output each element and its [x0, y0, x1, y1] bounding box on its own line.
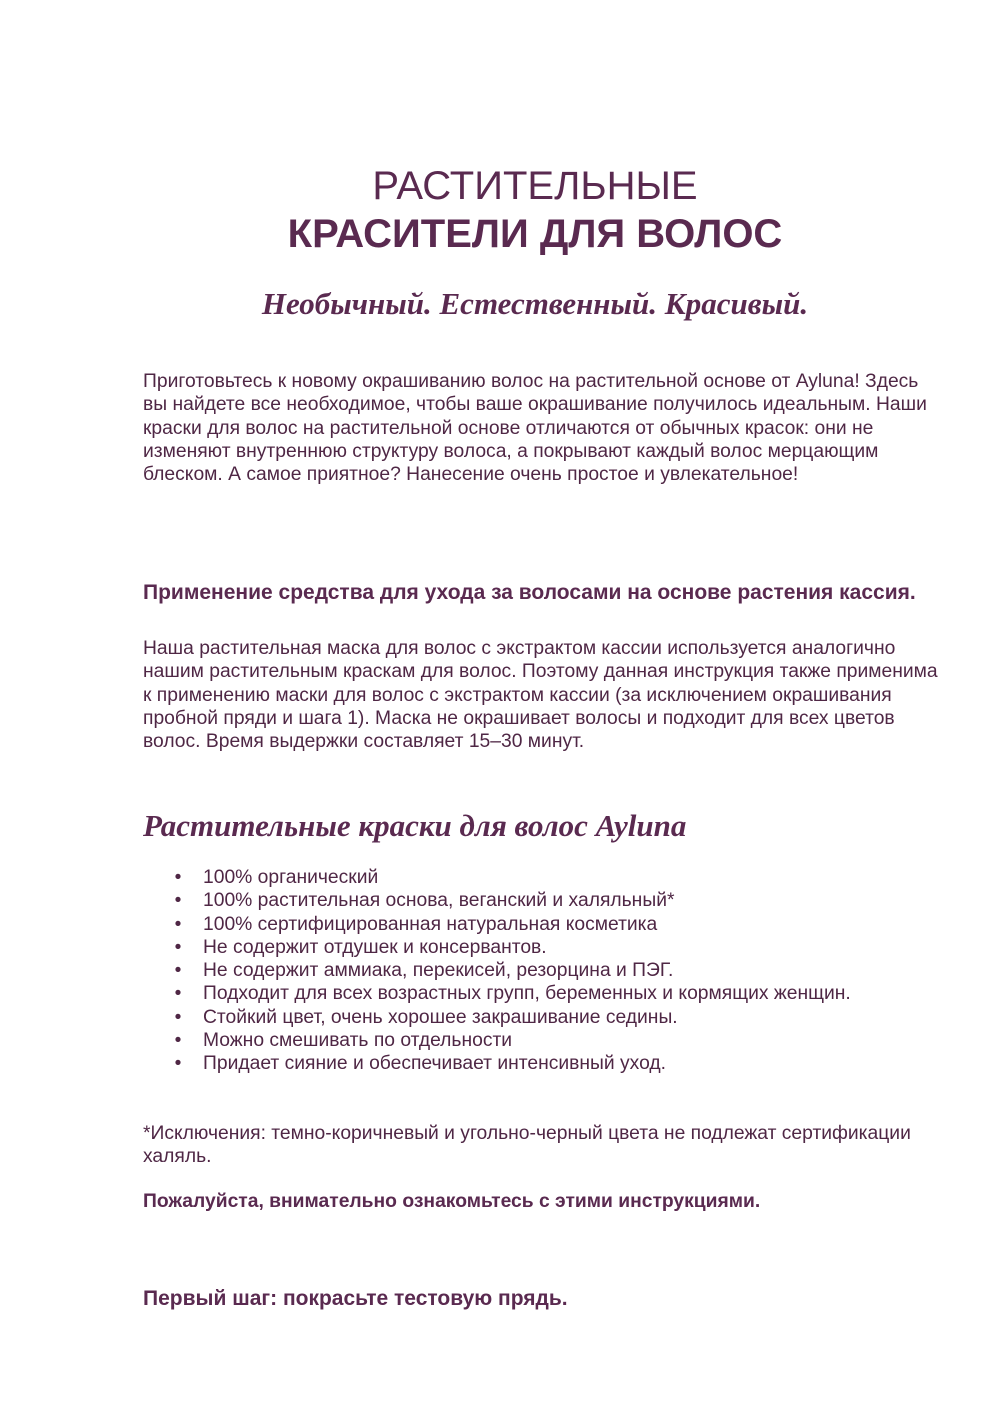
bullet-icon: • [174, 1006, 182, 1028]
list-item-text: Стойкий цвет, очень хорошее закрашивание седины. [203, 1006, 678, 1028]
title-line-1: РАСТИТЕЛЬНЫЕ [372, 164, 698, 208]
list-item [143, 889, 943, 912]
please-read-note: Пожалуйста, внимательно ознакомьтесь с этими инструкциями. [143, 1191, 761, 1212]
application-heading: Применение средства для ухода за волосами на основе растения кассия. [143, 581, 916, 604]
bullet-icon: • [174, 960, 182, 982]
bullet-icon: • [174, 1030, 182, 1052]
bullet-icon: • [174, 890, 182, 912]
footnote: *Исключения: темно-коричневый и угольно-черный цвета не подлежат сертификации халяль. [143, 1123, 911, 1168]
list-item [143, 1029, 943, 1052]
list-item-text: Не содержит отдушек и консервантов. [203, 936, 547, 958]
bullet-icon: • [174, 867, 182, 888]
list-item-text: Подходит для всех возрастных групп, беременных и кормящих женщин. [203, 983, 851, 1005]
bullet-icon: • [174, 913, 182, 935]
document-title [0, 162, 1000, 258]
list-item-text: Можно смешивать по отдельности [203, 1030, 513, 1052]
first-step-heading: Первый шаг: покрасьте тестовую прядь. [143, 1287, 568, 1310]
list-item-text: Придает сияние и обеспечивает интенсивный уход. [203, 1053, 667, 1075]
bullet-icon: • [174, 1053, 182, 1075]
features-heading: Растительные краски для волос Ayluna [143, 808, 687, 843]
tagline: Необычный. Естественный. Красивый. [261, 286, 809, 321]
title-line-2: КРАСИТЕЛИ ДЛЯ ВОЛОС [287, 212, 783, 256]
list-item-text: 100% органический [203, 867, 379, 888]
bullet-icon: • [174, 936, 182, 958]
list-item [143, 866, 943, 889]
intro-paragraph: Приготовьтесь к новому окрашиванию волос на растительной основе от Ayluna! Здесь вы найдете все необходимое, чтобы ваше окрашивание получилось идеальным. Наши краски для волос на растительной основе отличаются от обычных красок: они не изменяют внутреннюю структуру волоса, а покрывают каждый волос мерцающим блеском. А самое приятное? Нанесение очень простое и увлекательное! [143, 371, 927, 486]
list-item [143, 982, 943, 1005]
list-item [143, 936, 943, 959]
list-item [143, 913, 943, 936]
features-list [143, 866, 943, 1076]
list-item [143, 1052, 943, 1075]
list-item-text: 100% сертифицированная натуральная косметика [203, 913, 658, 935]
list-item-text: Не содержит аммиака, перекисей, резорцина и ПЭГ. [203, 960, 674, 982]
list-item [143, 959, 943, 982]
list-item-text: 100% растительная основа, веганский и халяльный* [203, 890, 675, 912]
list-item [143, 1006, 943, 1029]
application-paragraph: Наша растительная маска для волос с экстрактом кассии используется аналогично нашим растительным краскам для волос. Поэтому данная инструкция также применима к применению маски для волос с экстрактом кассии (за исключением окрашивания пробной пряди и шага 1). Маска не окрашивает волосы и подходит для всех цветов волос. Время выдержки составляет 15–30 минут. [143, 638, 938, 753]
bullet-icon: • [174, 983, 182, 1005]
